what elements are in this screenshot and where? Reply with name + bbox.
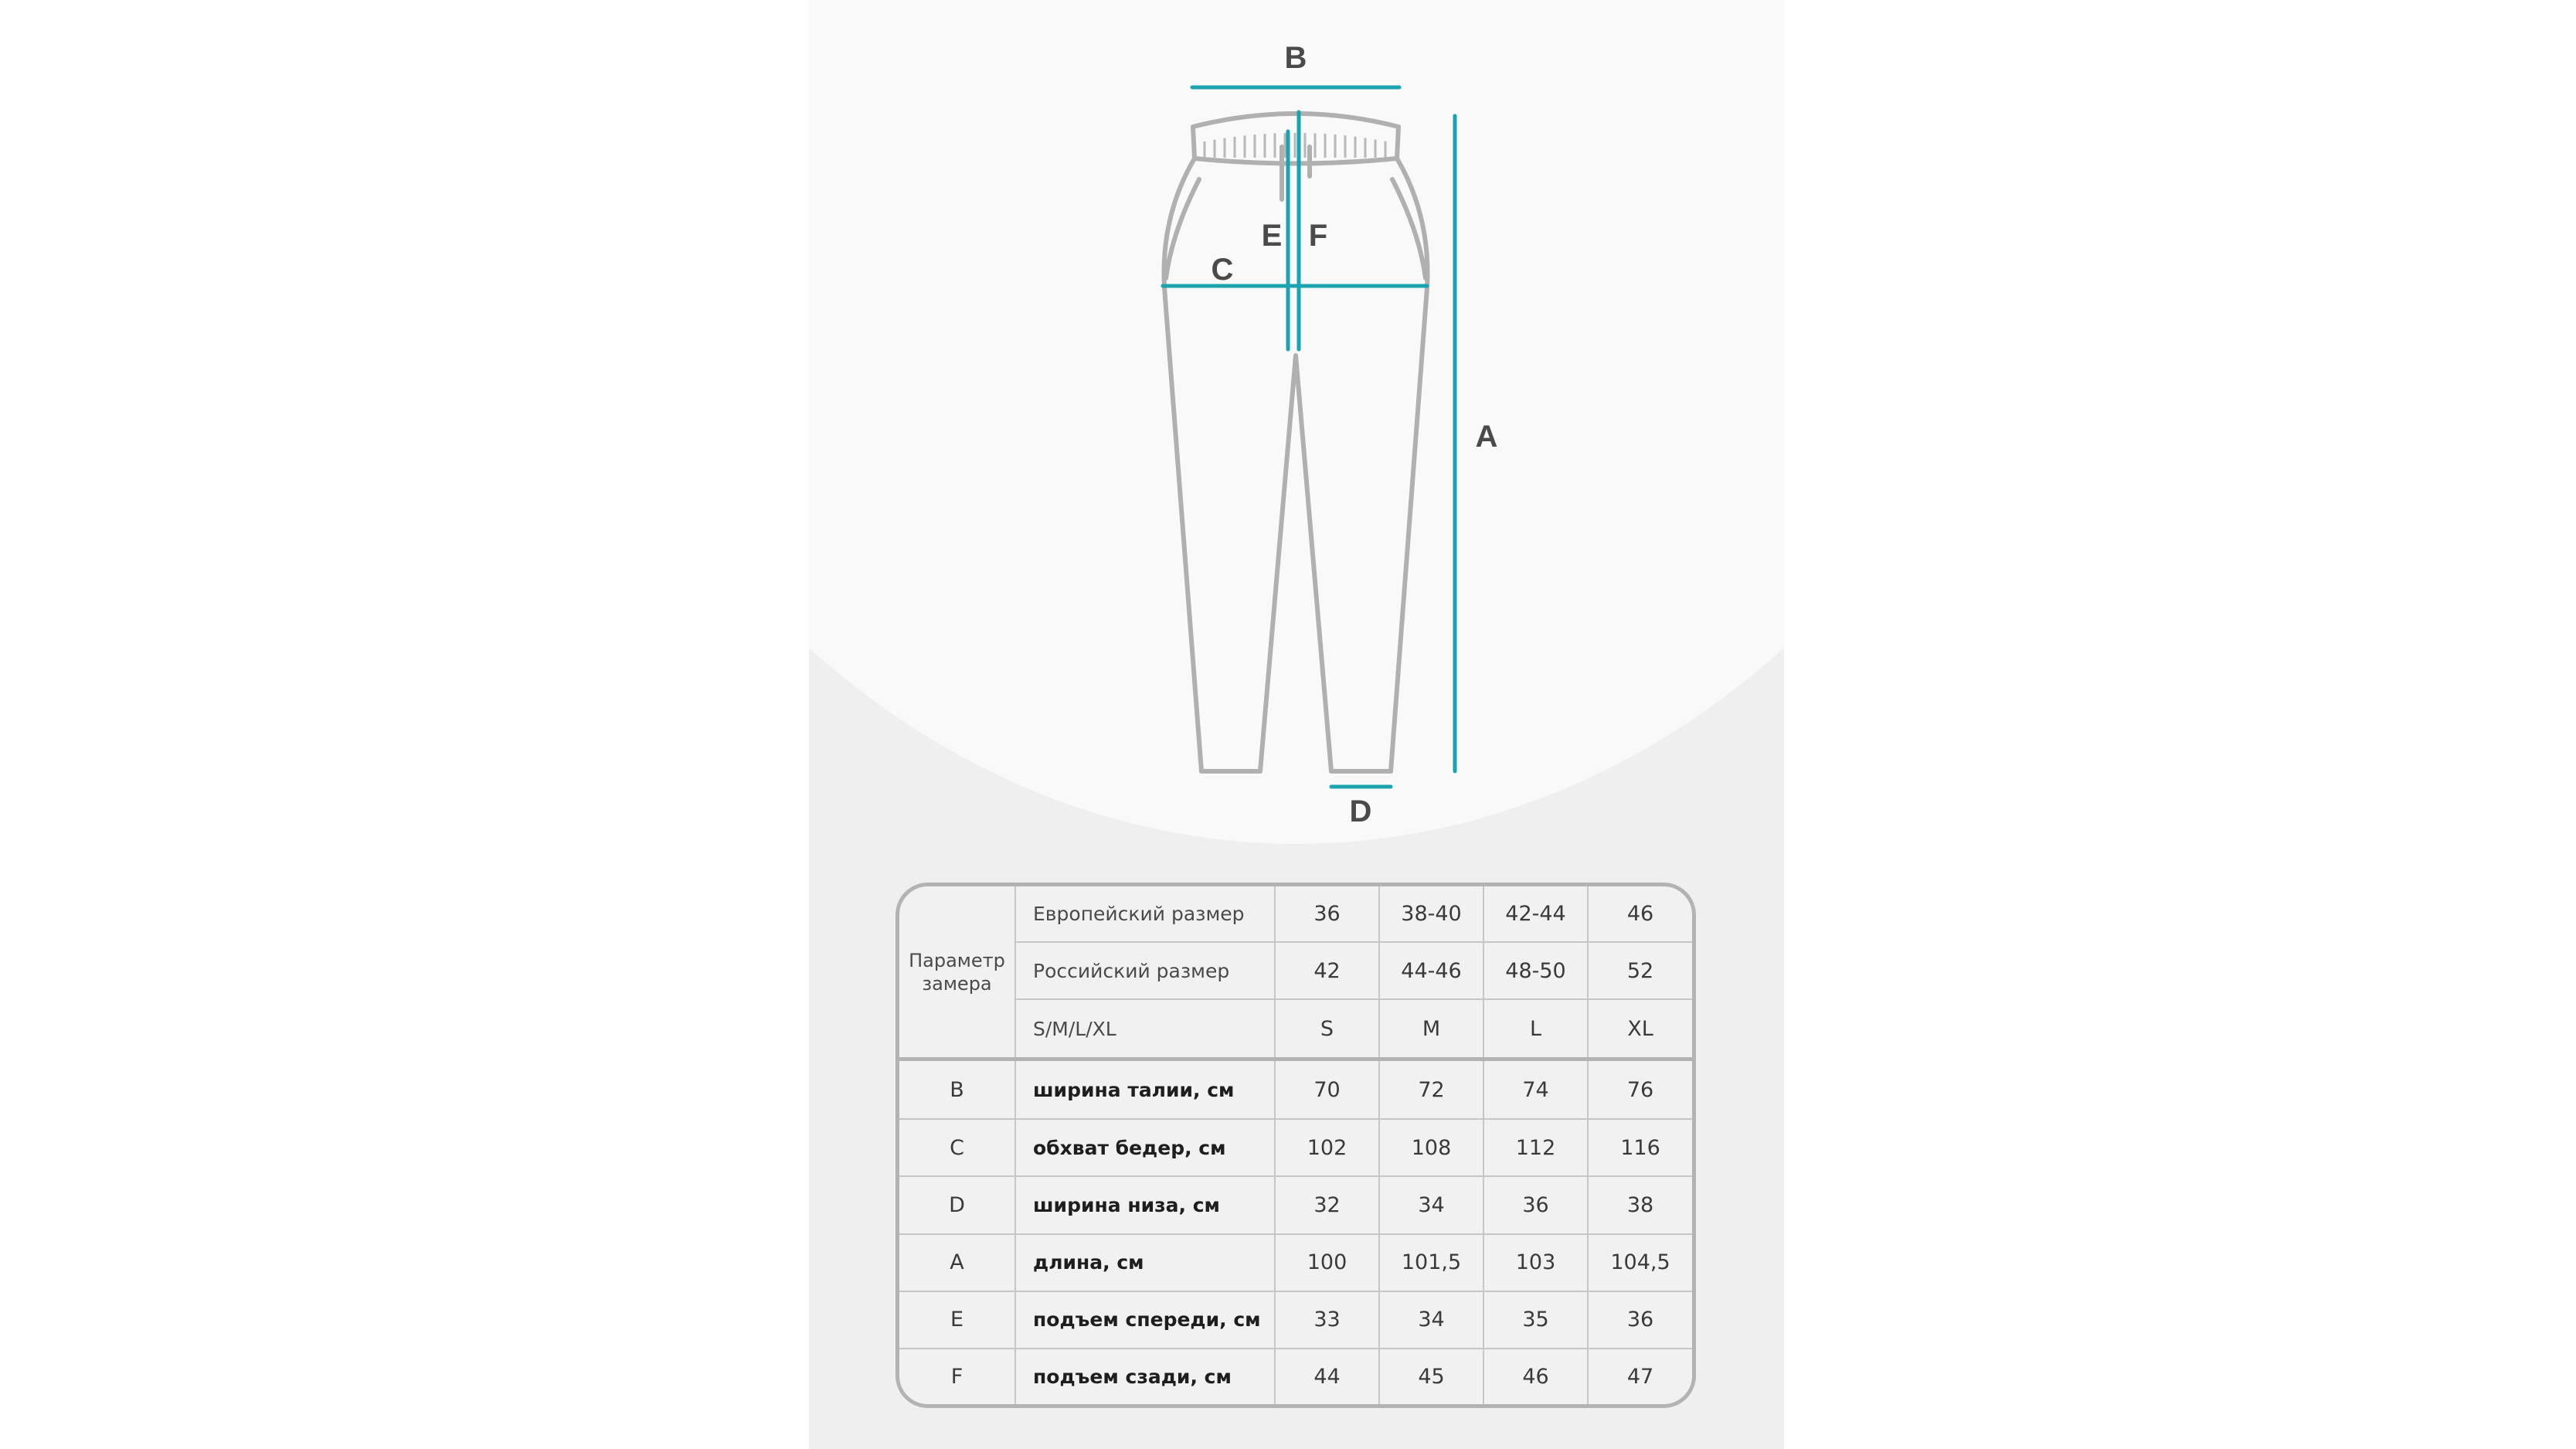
row-name: длина, см <box>1015 1234 1275 1291</box>
row-code: A <box>899 1234 1015 1291</box>
table-row <box>899 1349 1692 1404</box>
header-value: 42 <box>1275 942 1379 999</box>
row-value: 103 <box>1483 1234 1588 1291</box>
waistband-top <box>1193 114 1398 127</box>
row-value: 34 <box>1379 1176 1483 1233</box>
header-value: 48-50 <box>1483 942 1588 999</box>
header-name: S/M/L/XL <box>1015 999 1275 1060</box>
row-value: 108 <box>1379 1119 1483 1176</box>
header-value: 52 <box>1588 942 1692 999</box>
table-row <box>899 1176 1692 1233</box>
header-value: M <box>1379 999 1483 1060</box>
header-row-ru <box>899 942 1692 999</box>
row-value: 36 <box>1588 1291 1692 1349</box>
header-value: 38-40 <box>1379 886 1483 942</box>
row-value: 38 <box>1588 1176 1692 1233</box>
header-value: 36 <box>1275 886 1379 942</box>
row-value: 104,5 <box>1588 1234 1692 1291</box>
label-a: A <box>1475 420 1498 454</box>
inseam <box>1260 355 1331 771</box>
row-code: F <box>899 1349 1015 1404</box>
param-header: Параметр замера <box>899 886 1015 1060</box>
table-row <box>899 1060 1692 1120</box>
header-name: Российский размер <box>1015 942 1275 999</box>
pants-outline <box>1164 114 1427 771</box>
size-chart-panel <box>809 0 1784 1449</box>
row-value: 36 <box>1483 1176 1588 1233</box>
row-value: 74 <box>1483 1060 1588 1120</box>
table-row <box>899 1234 1692 1291</box>
row-name: ширина талии, см <box>1015 1060 1275 1120</box>
label-c: C <box>1211 253 1234 287</box>
label-e: E <box>1261 219 1283 253</box>
waistband-bottom <box>1195 158 1397 164</box>
row-value: 100 <box>1275 1234 1379 1291</box>
header-row-eu <box>899 886 1692 942</box>
row-value: 70 <box>1275 1060 1379 1120</box>
row-value: 32 <box>1275 1176 1379 1233</box>
waistband-ribs <box>1205 133 1385 158</box>
waistband-right-edge <box>1397 127 1398 158</box>
header-value: L <box>1483 999 1588 1060</box>
row-value: 47 <box>1588 1349 1692 1404</box>
header-value: 42-44 <box>1483 886 1588 942</box>
row-value: 44 <box>1275 1349 1379 1404</box>
row-value: 46 <box>1483 1349 1588 1404</box>
row-name: ширина низа, см <box>1015 1176 1275 1233</box>
row-name: обхват бедер, см <box>1015 1119 1275 1176</box>
header-value: XL <box>1588 999 1692 1060</box>
header-value: 46 <box>1588 886 1692 942</box>
row-value: 72 <box>1379 1060 1483 1120</box>
table-row <box>899 1119 1692 1176</box>
table-row <box>899 1291 1692 1349</box>
header-value: S <box>1275 999 1379 1060</box>
header-value: 44-46 <box>1379 942 1483 999</box>
row-value: 101,5 <box>1379 1234 1483 1291</box>
row-value: 116 <box>1588 1119 1692 1176</box>
pants-diagram <box>809 0 1784 866</box>
header-row-letter <box>899 999 1692 1060</box>
row-value: 76 <box>1588 1060 1692 1120</box>
right-pocket <box>1392 179 1426 278</box>
size-table-grid <box>899 886 1692 1404</box>
row-value: 102 <box>1275 1119 1379 1176</box>
row-value: 112 <box>1483 1119 1588 1176</box>
size-table <box>895 883 1696 1408</box>
row-value: 33 <box>1275 1291 1379 1349</box>
row-value: 45 <box>1379 1349 1483 1404</box>
left-pocket <box>1166 179 1199 278</box>
row-code: C <box>899 1119 1015 1176</box>
row-name: подъем сзади, см <box>1015 1349 1275 1404</box>
label-d: D <box>1349 794 1372 828</box>
label-f: F <box>1308 219 1328 253</box>
row-value: 34 <box>1379 1291 1483 1349</box>
waistband-left-edge <box>1193 127 1195 158</box>
row-value: 35 <box>1483 1291 1588 1349</box>
label-b: B <box>1284 41 1307 75</box>
header-name: Европейский размер <box>1015 886 1275 942</box>
row-name: подъем спереди, см <box>1015 1291 1275 1349</box>
row-code: E <box>899 1291 1015 1349</box>
row-code: B <box>899 1060 1015 1120</box>
row-code: D <box>899 1176 1015 1233</box>
